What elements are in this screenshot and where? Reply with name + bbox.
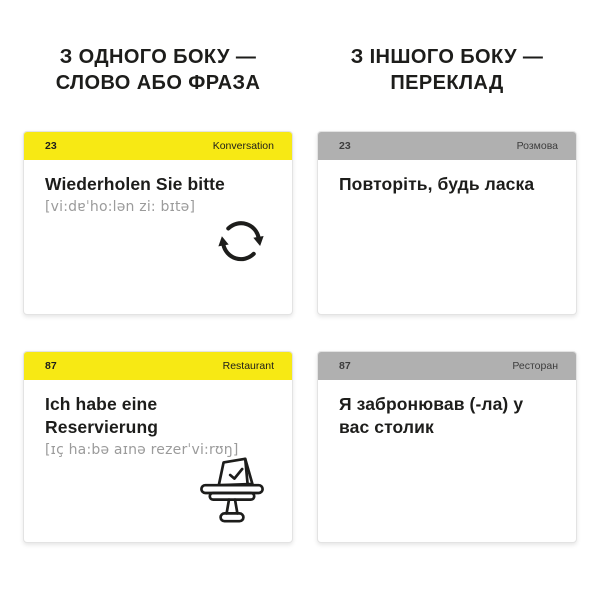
card-header [24, 352, 292, 380]
card-category: Розмова [516, 140, 558, 152]
left-heading-line1: З ОДНОГО БОКУ — [59, 46, 257, 68]
card-body [24, 380, 292, 458]
left-heading-line2: СЛОВО АБО ФРАЗА [55, 72, 261, 94]
card-title: Повторіть, будь ласка [339, 174, 535, 194]
card-number: 87 [45, 360, 57, 372]
card-title: Wiederholen Sie bitte [45, 174, 225, 194]
card-body [318, 380, 576, 439]
right-heading-line2: ПЕРЕКЛАД [390, 72, 504, 94]
card-category: Konversation [212, 140, 274, 152]
left-column-heading [23, 44, 293, 96]
card-number: 23 [339, 140, 351, 152]
right-column-heading [317, 44, 577, 96]
flashcard-back-rozmova [317, 131, 577, 315]
card-body [318, 160, 576, 196]
card-title: Ich habe eine Reservierung [45, 394, 159, 437]
card-phonetic: [ɪç ha:bə aɪnə rezerˈvi:rʊŋ] [45, 442, 239, 458]
flashcard-front-konversation [23, 131, 293, 315]
card-body [24, 160, 292, 215]
card-category: Ресторан [512, 360, 558, 372]
reserved-table-icon [196, 454, 268, 526]
card-number: 23 [45, 140, 57, 152]
card-header [318, 132, 576, 160]
card-number: 87 [339, 360, 351, 372]
card-title: Я забронював (-ла) у вас столик [339, 394, 524, 437]
card-category: Restaurant [222, 360, 274, 372]
card-header [24, 132, 292, 160]
card-header [318, 352, 576, 380]
card-phonetic: [vi:dɐˈho:lən zi: bɪtə] [45, 199, 196, 215]
refresh-icon [212, 211, 270, 269]
flashcard-back-restoran [317, 351, 577, 543]
right-heading-line1: З ІНШОГО БОКУ — [350, 46, 544, 68]
flashcard-front-restaurant [23, 351, 293, 543]
